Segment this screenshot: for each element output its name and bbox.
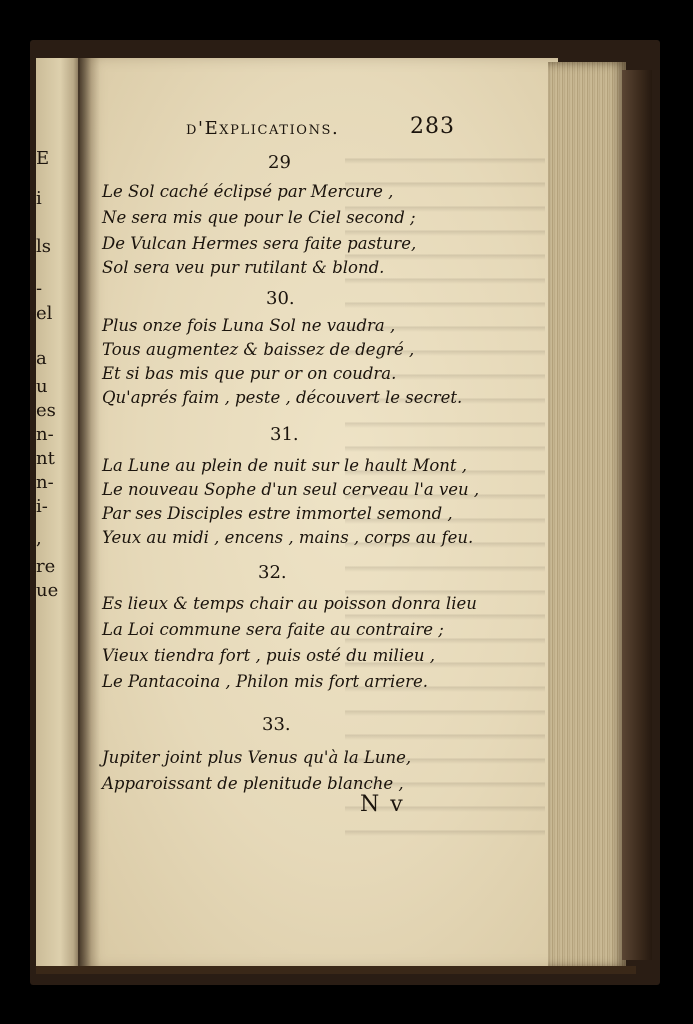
quatrain-number: 30. (266, 288, 295, 309)
gutter-shadow (78, 58, 100, 968)
quatrain-number: 32. (258, 562, 287, 583)
verse-line: Ne sera mis que pour le Ciel second ; (102, 208, 416, 227)
verse-line: Vieux tiendra fort , puis osté du milieu , (102, 646, 435, 665)
left-fragment: n- (36, 424, 54, 445)
verse-line: Et si bas mis que pur or on coudra. (102, 364, 397, 383)
verse-line: De Vulcan Hermes sera faite pasture, (102, 234, 417, 253)
verse-line: Yeux au midi , encens , mains , corps au feu. (102, 528, 474, 547)
bottom-binding (36, 966, 636, 974)
verse-line: Es lieux & temps chair au poisson donra lieu (102, 594, 477, 613)
left-fragment: re (36, 556, 56, 577)
left-fragment: nt (36, 448, 55, 469)
verse-line: Tous augmentez & baissez de degré , (102, 340, 415, 359)
left-fragment: u (36, 376, 48, 397)
running-title: d'Explications. (186, 118, 340, 139)
verse-line: Par ses Disciples estre immortel semond , (102, 504, 453, 523)
verse-line: La Lune au plein de nuit sur le hault Mont , (102, 456, 468, 475)
left-fragment: a (36, 348, 47, 369)
verse-line: Plus onze fois Luna Sol ne vaudra , (102, 316, 396, 335)
verse-line: Jupiter joint plus Venus qu'à la Lune, (102, 748, 412, 767)
quatrain-number: 31. (270, 424, 299, 445)
verse-line: Apparoissant de plenitude blanche , (102, 774, 404, 793)
quatrain-number: 33. (262, 714, 291, 735)
verse-line: Sol sera veu pur rutilant & blond. (102, 258, 385, 277)
left-fragment: i (36, 188, 42, 209)
previous-page-edge (36, 58, 80, 968)
page-number: 283 (410, 114, 455, 139)
verse-line: Le Sol caché éclipsé par Mercure , (102, 182, 394, 201)
left-fragment: , (36, 528, 42, 549)
left-fragment: - (36, 278, 43, 299)
left-fragment: ue (36, 580, 59, 601)
left-fragment: ls (36, 236, 51, 257)
binding-edge (622, 70, 652, 960)
left-fragment: i- (36, 496, 48, 517)
verse-line: La Loi commune sera faite au contraire ; (102, 620, 444, 639)
left-fragment: es (36, 400, 56, 421)
verse-line: Le Pantacoina , Philon mis fort arriere. (102, 672, 428, 691)
left-fragment: el (36, 303, 53, 324)
page-edges (548, 62, 626, 968)
quatrain-number: 29 (268, 152, 291, 173)
signature-mark: N v (360, 792, 405, 817)
left-fragment: n- (36, 472, 54, 493)
left-fragment: E (36, 148, 50, 169)
verse-line: Qu'aprés faim , peste , découvert le secret. (102, 388, 463, 407)
verse-line: Le nouveau Sophe d'un seul cerveau l'a veu , (102, 480, 480, 499)
